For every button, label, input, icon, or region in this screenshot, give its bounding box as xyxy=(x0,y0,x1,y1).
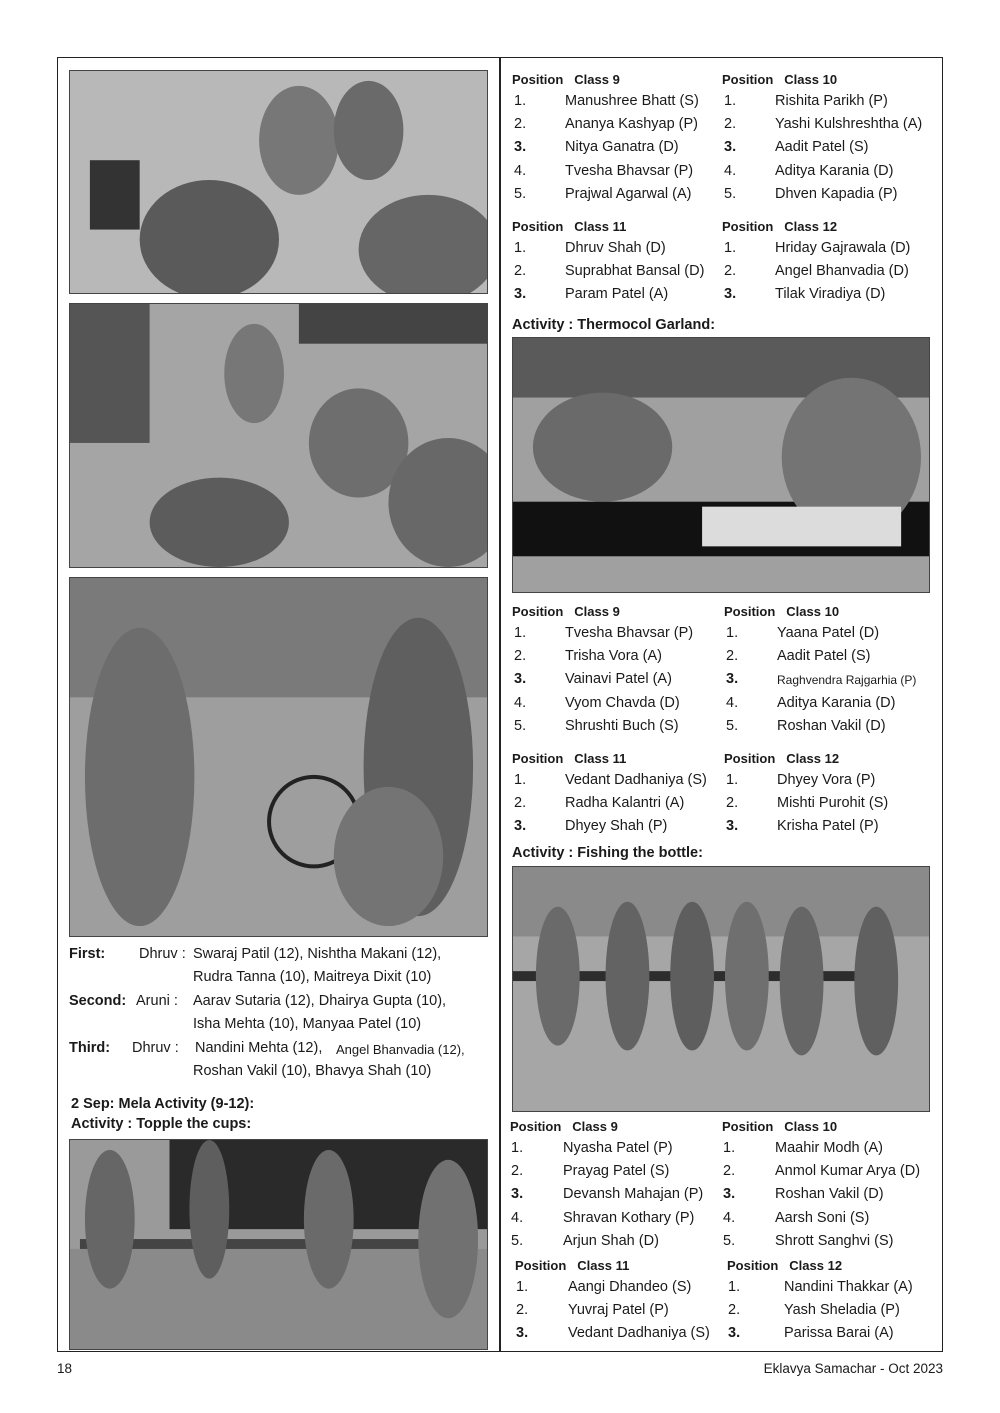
class-label: Class 12 xyxy=(786,751,840,766)
photo-topple-cups xyxy=(69,1139,488,1350)
award-second-line2: Isha Mehta (10), Manyaa Patel (10) xyxy=(193,1016,422,1032)
rank-number: 2. xyxy=(724,116,737,133)
winner-name: Dhven Kapadia (P) xyxy=(775,185,898,202)
winner-name: Dhruv Shah (D) xyxy=(565,240,666,256)
photo-students-craft-1 xyxy=(69,70,488,294)
rank-number: 1. xyxy=(724,240,737,256)
award-third-line1a: Nandini Mehta (12), xyxy=(195,1040,323,1056)
results-header xyxy=(722,1119,837,1134)
winner-name: Vedant Dadhaniya (S) xyxy=(568,1325,710,1342)
rank-number: 1. xyxy=(723,1140,736,1156)
rank-number: 3. xyxy=(514,818,527,835)
winner-name: Maahir Modh (A) xyxy=(775,1140,883,1156)
rank-number: 3. xyxy=(726,818,739,835)
rank-number: 2. xyxy=(511,1163,524,1180)
page-number: 18 xyxy=(57,1361,73,1376)
position-label: Position xyxy=(722,219,774,234)
winner-name: Aadit Patel (S) xyxy=(777,648,871,665)
rank-number: 2. xyxy=(516,1302,529,1319)
winner-name: Aadit Patel (S) xyxy=(775,139,869,156)
rank-number: 4. xyxy=(511,1209,524,1226)
rank-number: 1. xyxy=(514,625,527,641)
rank-number: 4. xyxy=(723,1209,736,1226)
class-label: Class 10 xyxy=(784,72,838,87)
award-first-line2: Rudra Tanna (10), Maitreya Dixit (10) xyxy=(193,969,432,985)
results-header xyxy=(512,751,626,766)
rank-number: 2. xyxy=(726,648,739,665)
results-header xyxy=(515,1258,629,1273)
rank-number: 1. xyxy=(514,772,527,788)
rank-number: 2. xyxy=(514,795,527,812)
photo-students-model xyxy=(69,577,488,937)
award-third-house: Dhruv : xyxy=(132,1040,179,1056)
column-divider xyxy=(499,57,501,1352)
winner-name: Vedant Dadhaniya (S) xyxy=(565,772,707,788)
rank-number: 4. xyxy=(514,162,527,179)
rank-number: 5. xyxy=(726,717,739,734)
rank-number: 1. xyxy=(516,1279,529,1295)
rank-number: 2. xyxy=(728,1302,741,1319)
topple-heading: Activity : Topple the cups: xyxy=(71,1116,252,1132)
position-label: Position xyxy=(724,604,776,619)
position-label: Position xyxy=(722,1119,774,1134)
rank-number: 1. xyxy=(724,93,737,109)
position-label: Position xyxy=(510,1119,562,1134)
position-label: Position xyxy=(512,604,564,619)
winner-name: Rishita Parikh (P) xyxy=(775,93,888,109)
winner-name: Tvesha Bhavsar (P) xyxy=(565,625,694,641)
rank-number: 3. xyxy=(514,286,527,303)
winner-name: Tvesha Bhavsar (P) xyxy=(565,162,694,179)
winner-name: Raghvendra Rajgarhia (P) xyxy=(777,673,917,688)
winner-name: Vyom Chavda (D) xyxy=(565,694,680,711)
rank-number: 1. xyxy=(511,1140,524,1156)
award-first-line1: Swaraj Patil (12), Nishtha Makani (12), xyxy=(193,946,442,962)
photo-students-craft-2 xyxy=(69,303,488,568)
fishing-heading: Activity : Fishing the bottle: xyxy=(512,845,703,861)
winner-name: Nandini Thakkar (A) xyxy=(784,1279,913,1295)
results-header xyxy=(512,72,620,87)
rank-number: 1. xyxy=(514,240,527,256)
publication-footer: Eklavya Samachar - Oct 2023 xyxy=(763,1361,943,1376)
award-third-label: Third: xyxy=(69,1040,111,1056)
award-second-house: Aruni : xyxy=(136,993,178,1009)
winner-name: Shrott Sanghvi (S) xyxy=(775,1232,894,1249)
rank-number: 4. xyxy=(514,694,527,711)
winner-name: Prayag Patel (S) xyxy=(563,1163,670,1180)
winner-name: Roshan Vakil (D) xyxy=(775,1186,884,1203)
rank-number: 5. xyxy=(511,1232,524,1249)
rank-number: 3. xyxy=(723,1186,736,1203)
position-label: Position xyxy=(512,219,564,234)
winner-name: Devansh Mahajan (P) xyxy=(563,1186,704,1203)
winner-name: Dhyey Vora (P) xyxy=(777,772,876,788)
rank-number: 2. xyxy=(514,116,527,133)
winner-name: Hriday Gajrawala (D) xyxy=(775,240,911,256)
mela-date-heading: 2 Sep: Mela Activity (9-12): xyxy=(71,1096,255,1112)
results-header xyxy=(510,1119,618,1134)
class-label: Class 9 xyxy=(572,1119,618,1134)
rank-number: 5. xyxy=(723,1232,736,1249)
results-header xyxy=(727,1258,842,1273)
photo-thermocol-garland xyxy=(512,337,930,593)
thermocol-heading: Activity : Thermocol Garland: xyxy=(512,317,716,333)
position-label: Position xyxy=(727,1258,779,1273)
class-label: Class 12 xyxy=(784,219,838,234)
class-label: Class 9 xyxy=(574,72,620,87)
award-first-house: Dhruv : xyxy=(139,946,186,962)
rank-number: 3. xyxy=(724,139,737,156)
rank-number: 3. xyxy=(724,286,737,303)
winner-name: Nitya Ganatra (D) xyxy=(565,139,679,156)
winner-name: Trisha Vora (A) xyxy=(565,648,662,665)
rank-number: 3. xyxy=(511,1186,524,1203)
winner-name: Shravan Kothary (P) xyxy=(563,1209,695,1226)
award-second-label: Second: xyxy=(69,993,127,1009)
winner-name: Nyasha Patel (P) xyxy=(563,1140,673,1156)
winner-name: Suprabhat Bansal (D) xyxy=(565,263,705,280)
results-header xyxy=(722,219,837,234)
results-header xyxy=(722,72,837,87)
rank-number: 2. xyxy=(514,263,527,280)
rank-number: 3. xyxy=(728,1325,741,1342)
photo-fishing-bottle xyxy=(512,866,930,1112)
winner-name: Param Patel (A) xyxy=(565,286,669,303)
results-header xyxy=(724,751,839,766)
winner-name: Dhyey Shah (P) xyxy=(565,818,668,835)
winner-name: Tilak Viradiya (D) xyxy=(775,286,886,303)
winner-name: Radha Kalantri (A) xyxy=(565,795,685,812)
rank-number: 1. xyxy=(728,1279,741,1295)
rank-number: 1. xyxy=(726,772,739,788)
winner-name: Manushree Bhatt (S) xyxy=(565,93,699,109)
award-second-line1: Aarav Sutaria (12), Dhairya Gupta (10), xyxy=(193,993,447,1009)
winner-name: Parissa Barai (A) xyxy=(784,1325,894,1342)
position-label: Position xyxy=(512,751,564,766)
winner-name: Yuvraj Patel (P) xyxy=(568,1302,669,1319)
rank-number: 2. xyxy=(514,648,527,665)
winner-name: Ananya Kashyap (P) xyxy=(565,116,698,133)
class-label: Class 11 xyxy=(574,219,627,234)
winner-name: Aditya Karania (D) xyxy=(775,162,894,179)
class-label: Class 10 xyxy=(784,1119,838,1134)
winner-name: Krisha Patel (P) xyxy=(777,818,879,835)
winner-name: Yash Sheladia (P) xyxy=(784,1302,900,1319)
class-label: Class 9 xyxy=(574,604,620,619)
rank-number: 3. xyxy=(514,671,527,688)
position-label: Position xyxy=(512,72,564,87)
winner-name: Yaana Patel (D) xyxy=(777,625,880,641)
winner-name: Roshan Vakil (D) xyxy=(777,717,886,734)
results-header xyxy=(512,219,626,234)
winner-name: Aarsh Soni (S) xyxy=(775,1209,870,1226)
results-header xyxy=(724,604,839,619)
rank-number: 1. xyxy=(726,625,739,641)
results-header xyxy=(512,604,620,619)
rank-number: 5. xyxy=(724,185,737,202)
award-third-line1b: Angel Bhanvadia (12), xyxy=(336,1042,465,1057)
winner-name: Shrushti Buch (S) xyxy=(565,717,679,734)
winner-name: Aangi Dhandeo (S) xyxy=(568,1279,692,1295)
class-label: Class 11 xyxy=(574,751,627,766)
rank-number: 4. xyxy=(726,694,739,711)
rank-number: 4. xyxy=(724,162,737,179)
award-first-label: First: xyxy=(69,946,106,962)
winner-name: Aditya Karania (D) xyxy=(777,694,896,711)
rank-number: 2. xyxy=(726,795,739,812)
rank-number: 5. xyxy=(514,717,527,734)
rank-number: 3. xyxy=(726,671,739,688)
rank-number: 3. xyxy=(516,1325,529,1342)
rank-number: 2. xyxy=(724,263,737,280)
position-label: Position xyxy=(515,1258,567,1273)
rank-number: 5. xyxy=(514,185,527,202)
class-label: Class 10 xyxy=(786,604,840,619)
position-label: Position xyxy=(722,72,774,87)
winner-name: Prajwal Agarwal (A) xyxy=(565,185,692,202)
class-label: Class 12 xyxy=(789,1258,843,1273)
winner-name: Arjun Shah (D) xyxy=(563,1232,659,1249)
winner-name: Angel Bhanvadia (D) xyxy=(775,263,909,280)
award-third-line2: Roshan Vakil (10), Bhavya Shah (10) xyxy=(193,1063,432,1079)
class-label: Class 11 xyxy=(577,1258,630,1273)
position-label: Position xyxy=(724,751,776,766)
rank-number: 3. xyxy=(514,139,527,156)
winner-name: Yashi Kulshreshtha (A) xyxy=(775,116,923,133)
rank-number: 1. xyxy=(514,93,527,109)
rank-number: 2. xyxy=(723,1163,736,1180)
winner-name: Mishti Purohit (S) xyxy=(777,795,889,812)
winner-name: Anmol Kumar Arya (D) xyxy=(775,1163,921,1180)
winner-name: Vainavi Patel (A) xyxy=(565,671,672,688)
